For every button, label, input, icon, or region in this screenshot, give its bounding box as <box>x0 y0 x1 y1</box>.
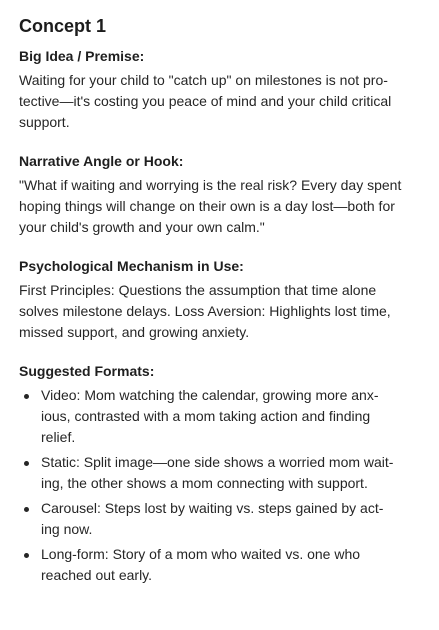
text-line: reached out early. <box>41 567 153 583</box>
text-line: Waiting for your child to "catch up" on milestones is not pro- <box>19 72 388 88</box>
narrative-heading: Narrative Angle or Hook: <box>19 153 184 169</box>
text-line: solves milestone delays. Loss Aversion: Highlights lost time, <box>19 303 391 319</box>
bullet-icon <box>24 394 29 399</box>
mechanism-heading: Psychological Mechanism in Use: <box>19 258 244 274</box>
formats-section <box>19 362 420 586</box>
text-line: "What if waiting and worrying is the real risk? Every day spent <box>19 177 402 193</box>
narrative-section <box>19 152 420 238</box>
narrative-text <box>19 175 420 238</box>
concept-title: Concept 1 <box>19 16 107 36</box>
big-idea-heading: Big Idea / Premise: <box>19 48 145 64</box>
text-line: Video: Mom watching the calendar, growing more anx- <box>41 387 379 403</box>
text-line: your child's growth and your own calm." <box>19 219 265 235</box>
text-line: tective—it's costing you peace of mind and your child critical <box>19 93 392 109</box>
format-item-long-form <box>19 544 420 586</box>
bullet-icon <box>24 461 29 466</box>
text-line: First Principles: Questions the assumption that time alone <box>19 282 377 298</box>
format-item-static <box>19 452 420 494</box>
text-line: ious, contrasted with a mom taking action and finding <box>41 408 371 424</box>
big-idea-section <box>19 47 420 133</box>
formats-heading: Suggested Formats: <box>19 363 155 379</box>
formats-list <box>19 385 420 586</box>
text-line: missed support, and growing anxiety. <box>19 324 250 340</box>
text-line: support. <box>19 114 70 130</box>
text-line: relief. <box>41 429 76 445</box>
bullet-icon <box>24 553 29 558</box>
text-line: ing now. <box>41 521 93 537</box>
text-line: Carousel: Steps lost by waiting vs. steps gained by act- <box>41 500 384 516</box>
format-item-carousel <box>19 498 420 540</box>
mechanism-text <box>19 280 420 343</box>
text-line: hoping things will change on their own is a day lost—both for <box>19 198 395 214</box>
bullet-icon <box>24 507 29 512</box>
text-line: ing, the other shows a mom connecting with support. <box>41 475 368 491</box>
text-line: Long-form: Story of a mom who waited vs. one who <box>41 546 361 562</box>
big-idea-text <box>19 70 420 133</box>
text-line: Static: Split image—one side shows a worried mom wait- <box>41 454 394 470</box>
mechanism-section <box>19 257 420 343</box>
format-item-video <box>19 385 420 448</box>
